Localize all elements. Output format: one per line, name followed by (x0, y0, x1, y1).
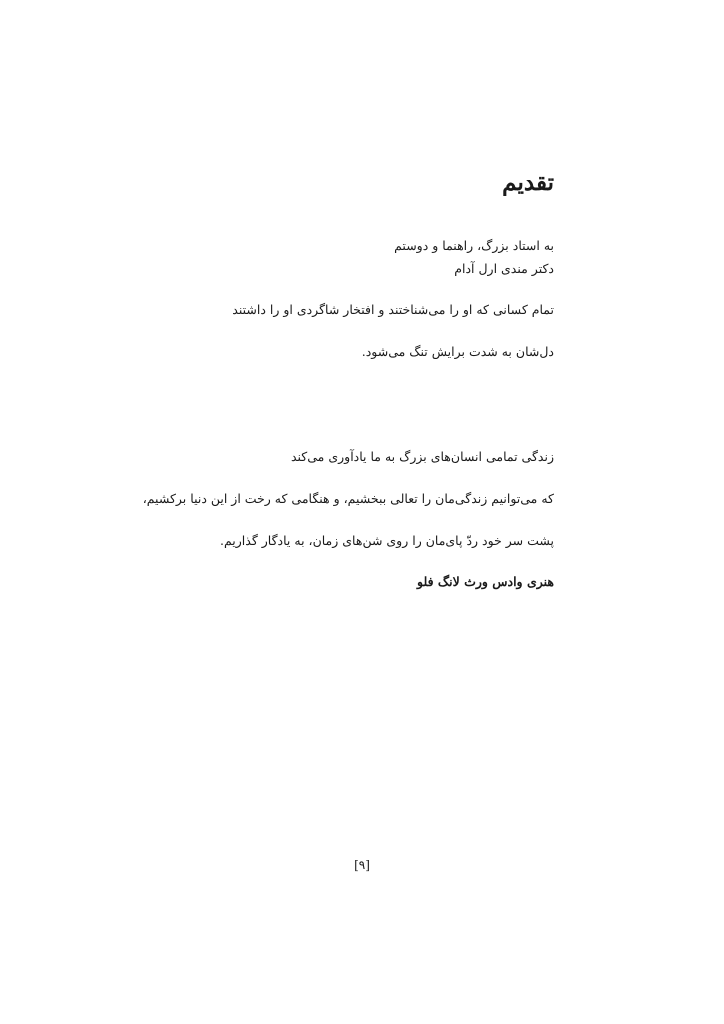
dedication-line-1: به استاد بزرگ، راهنما و دوستم (394, 238, 554, 253)
dedication-line-2: دکتر مندی ارل آدام (454, 261, 554, 276)
page-title: تقدیم (502, 169, 554, 196)
page-number: [۹] (354, 858, 370, 872)
quote-line-2: که می‌توانیم زندگی‌مان را تعالی ببخشیم، و هنگامی که رخت از این دنیا برکشیم، (142, 491, 554, 506)
paragraph-2: دل‌شان به شدت برایش تنگ می‌شود. (361, 344, 554, 359)
paragraph-1: تمام کسانی که او را می‌شناختند و افتخار شاگردی او را داشتند (232, 302, 554, 317)
quote-author: هنری وادس ورث لانگ فلو (417, 574, 554, 589)
quote-line-3: پشت سر خود ردّ پای‌مان را روی شن‌های زمان، به یادگار گذاریم. (219, 533, 554, 548)
quote-line-1: زندگی تمامی انسان‌های بزرگ به ما یادآوری می‌کند (290, 449, 554, 464)
